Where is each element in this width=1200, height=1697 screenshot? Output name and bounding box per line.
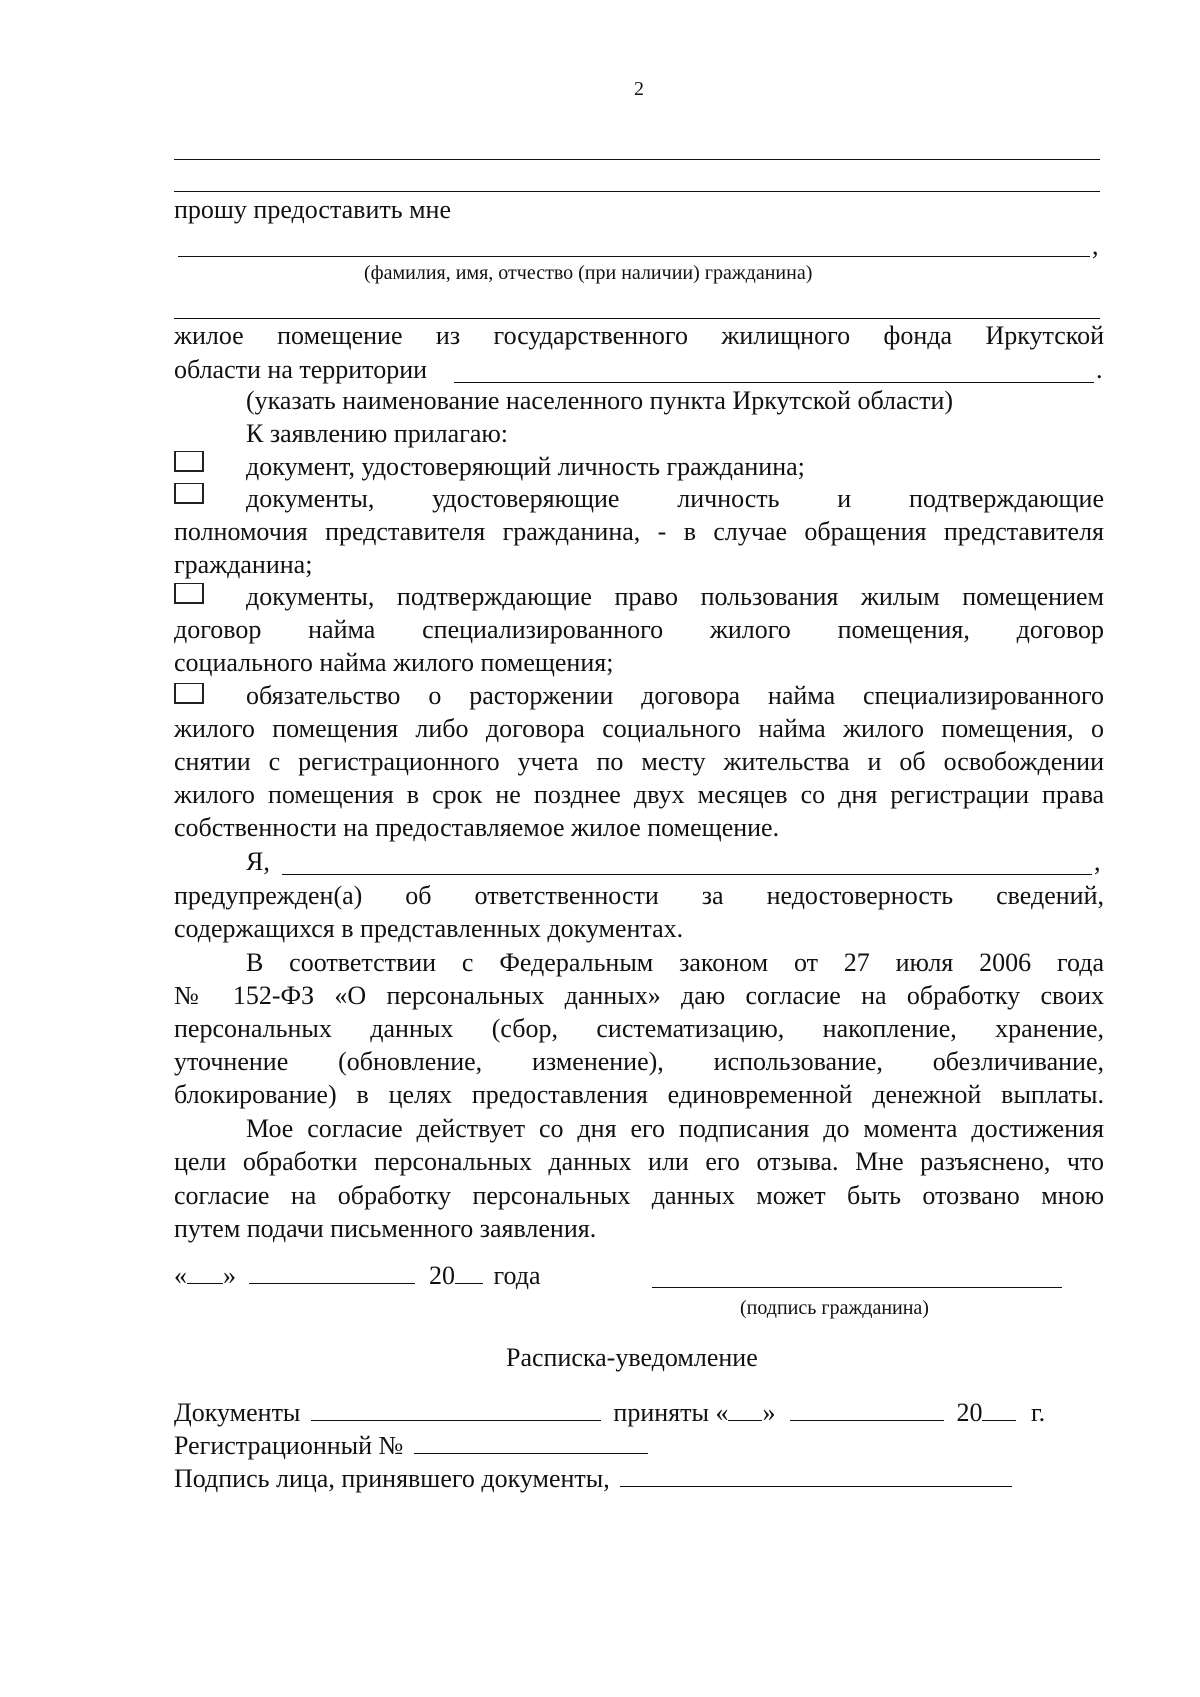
day-field[interactable] <box>187 1259 223 1284</box>
receipt-documents-row <box>174 1396 1045 1429</box>
close-quote: » <box>223 1261 236 1290</box>
year-prefix: 20 <box>429 1261 455 1290</box>
housing-line-2 <box>174 354 427 386</box>
signature-date-row <box>174 1259 541 1292</box>
attachment-item-4-line-1: обязательство о расторжении договора найма специализированного <box>246 681 1104 710</box>
consent-p2-line-1: Мое согласие действует со дня его подписания до момента достижения <box>246 1114 1104 1143</box>
accepted-year-field[interactable] <box>982 1396 1016 1421</box>
period: . <box>1096 355 1103 384</box>
attachment-item-4-line-5: собственности на предоставляемое жилое помещение. <box>174 813 780 842</box>
blank-line[interactable] <box>174 318 1100 319</box>
year-word: года <box>493 1261 541 1290</box>
documents-field[interactable] <box>311 1396 601 1421</box>
checkbox-representative-documents[interactable] <box>174 483 204 504</box>
accepted-label: приняты « <box>613 1398 729 1427</box>
attachments-heading: К заявлению прилагаю: <box>246 419 509 448</box>
attachment-item-1: документ, удостоверяющий личность гражданина; <box>246 452 805 481</box>
consent-line-4: уточнение (обновление, изменение), использование, обезличивание, <box>174 1047 1104 1076</box>
name-caption: (фамилия, имя, отчество (при наличии) гражданина) <box>364 262 813 284</box>
consent-line-3: персональных данных (сбор, систематизацию, накопление, хранение, <box>174 1014 1104 1043</box>
declarant-name-line[interactable] <box>282 874 1092 875</box>
year-prefix: 20 <box>956 1398 983 1427</box>
documents-label: Документы <box>174 1398 301 1427</box>
name-field-line[interactable] <box>178 256 1090 257</box>
citizen-signature-line[interactable] <box>652 1287 1062 1288</box>
territory-field-line[interactable] <box>454 382 1094 383</box>
consent-line-1: В соответствии с Федеральным законом от 27 июля 2006 года <box>246 948 1104 977</box>
comma: , <box>1094 847 1101 876</box>
consent-line-5: блокирование) в целях предоставления единовременной денежной выплаты. <box>174 1080 1104 1109</box>
receiver-signature-row <box>174 1462 1012 1495</box>
checkbox-identity-document[interactable] <box>174 451 204 472</box>
consent-line-2: № 152-ФЗ «О персональных данных» даю согласие на обработку своих <box>174 981 1104 1010</box>
accepted-day-field[interactable] <box>728 1396 762 1421</box>
receiver-signature-field[interactable] <box>620 1462 1012 1487</box>
month-field[interactable] <box>249 1259 415 1284</box>
year-field[interactable] <box>455 1259 483 1284</box>
checkbox-right-of-use-documents[interactable] <box>174 583 204 604</box>
blank-line[interactable] <box>174 159 1100 160</box>
attachment-item-4-line-4: жилого помещения в срок не позднее двух месяцев со дня регистрации права <box>174 780 1104 809</box>
comma: , <box>1092 231 1099 260</box>
attachment-item-3-line-2: договор найма специализированного жилого помещения, договор <box>174 615 1104 644</box>
blank-line[interactable] <box>174 191 1100 192</box>
attachment-item-2-line-2: полномочия представителя гражданина, - в случае обращения представителя <box>174 517 1104 546</box>
request-text: прошу предоставить мне <box>174 195 451 224</box>
checkbox-obligation[interactable] <box>174 683 204 704</box>
receiver-signature-label: Подпись лица, принявшего документы, <box>174 1464 610 1493</box>
accepted-month-field[interactable] <box>790 1396 944 1421</box>
attachment-item-2-line-3: гражданина; <box>174 550 313 579</box>
reg-number-label: Регистрационный № <box>174 1431 404 1460</box>
receipt-title: Расписка-уведомление <box>506 1343 758 1372</box>
reg-number-row <box>174 1429 648 1462</box>
attachment-item-3-line-3: социального найма жилого помещения; <box>174 648 614 677</box>
attachment-item-4-line-2: жилого помещения либо договора социального найма жилого помещения, о <box>174 714 1104 743</box>
year-abbr: г. <box>1030 1398 1046 1427</box>
consent-p2-line-2: цели обработки персональных данных или его отзыва. Мне разъяснено, что <box>174 1147 1104 1176</box>
declaration-line-2: содержащихся в представленных документах. <box>174 914 684 943</box>
page-number: 2 <box>634 78 644 100</box>
attachment-item-3-line-1: документы, подтверждающие право пользования жилым помещением <box>246 582 1104 611</box>
consent-p2-line-3: согласие на обработку персональных данных может быть отозвано мною <box>174 1181 1104 1210</box>
reg-number-field[interactable] <box>414 1429 648 1454</box>
signature-caption: (подпись гражданина) <box>740 1297 929 1319</box>
close-quote: » <box>762 1398 776 1427</box>
declaration-line-1: предупрежден(а) об ответственности за недостоверность сведений, <box>174 881 1104 910</box>
housing-line-1: жилое помещение из государственного жилищного фонда Иркутской <box>174 321 1104 350</box>
open-quote: « <box>174 1261 187 1290</box>
attachment-item-4-line-3: снятии с регистрационного учета по месту жительства и об освобождении <box>174 747 1104 776</box>
consent-p2-line-4: путем подачи письменного заявления. <box>174 1214 597 1243</box>
settlement-caption: (указать наименование населенного пункта Иркутской области) <box>246 386 954 415</box>
territory-label: области на территории <box>174 355 428 384</box>
attachment-item-2-line-1: документы, удостоверяющие личность и подтверждающие <box>246 484 1104 513</box>
declaration-ya: Я, <box>246 847 270 876</box>
